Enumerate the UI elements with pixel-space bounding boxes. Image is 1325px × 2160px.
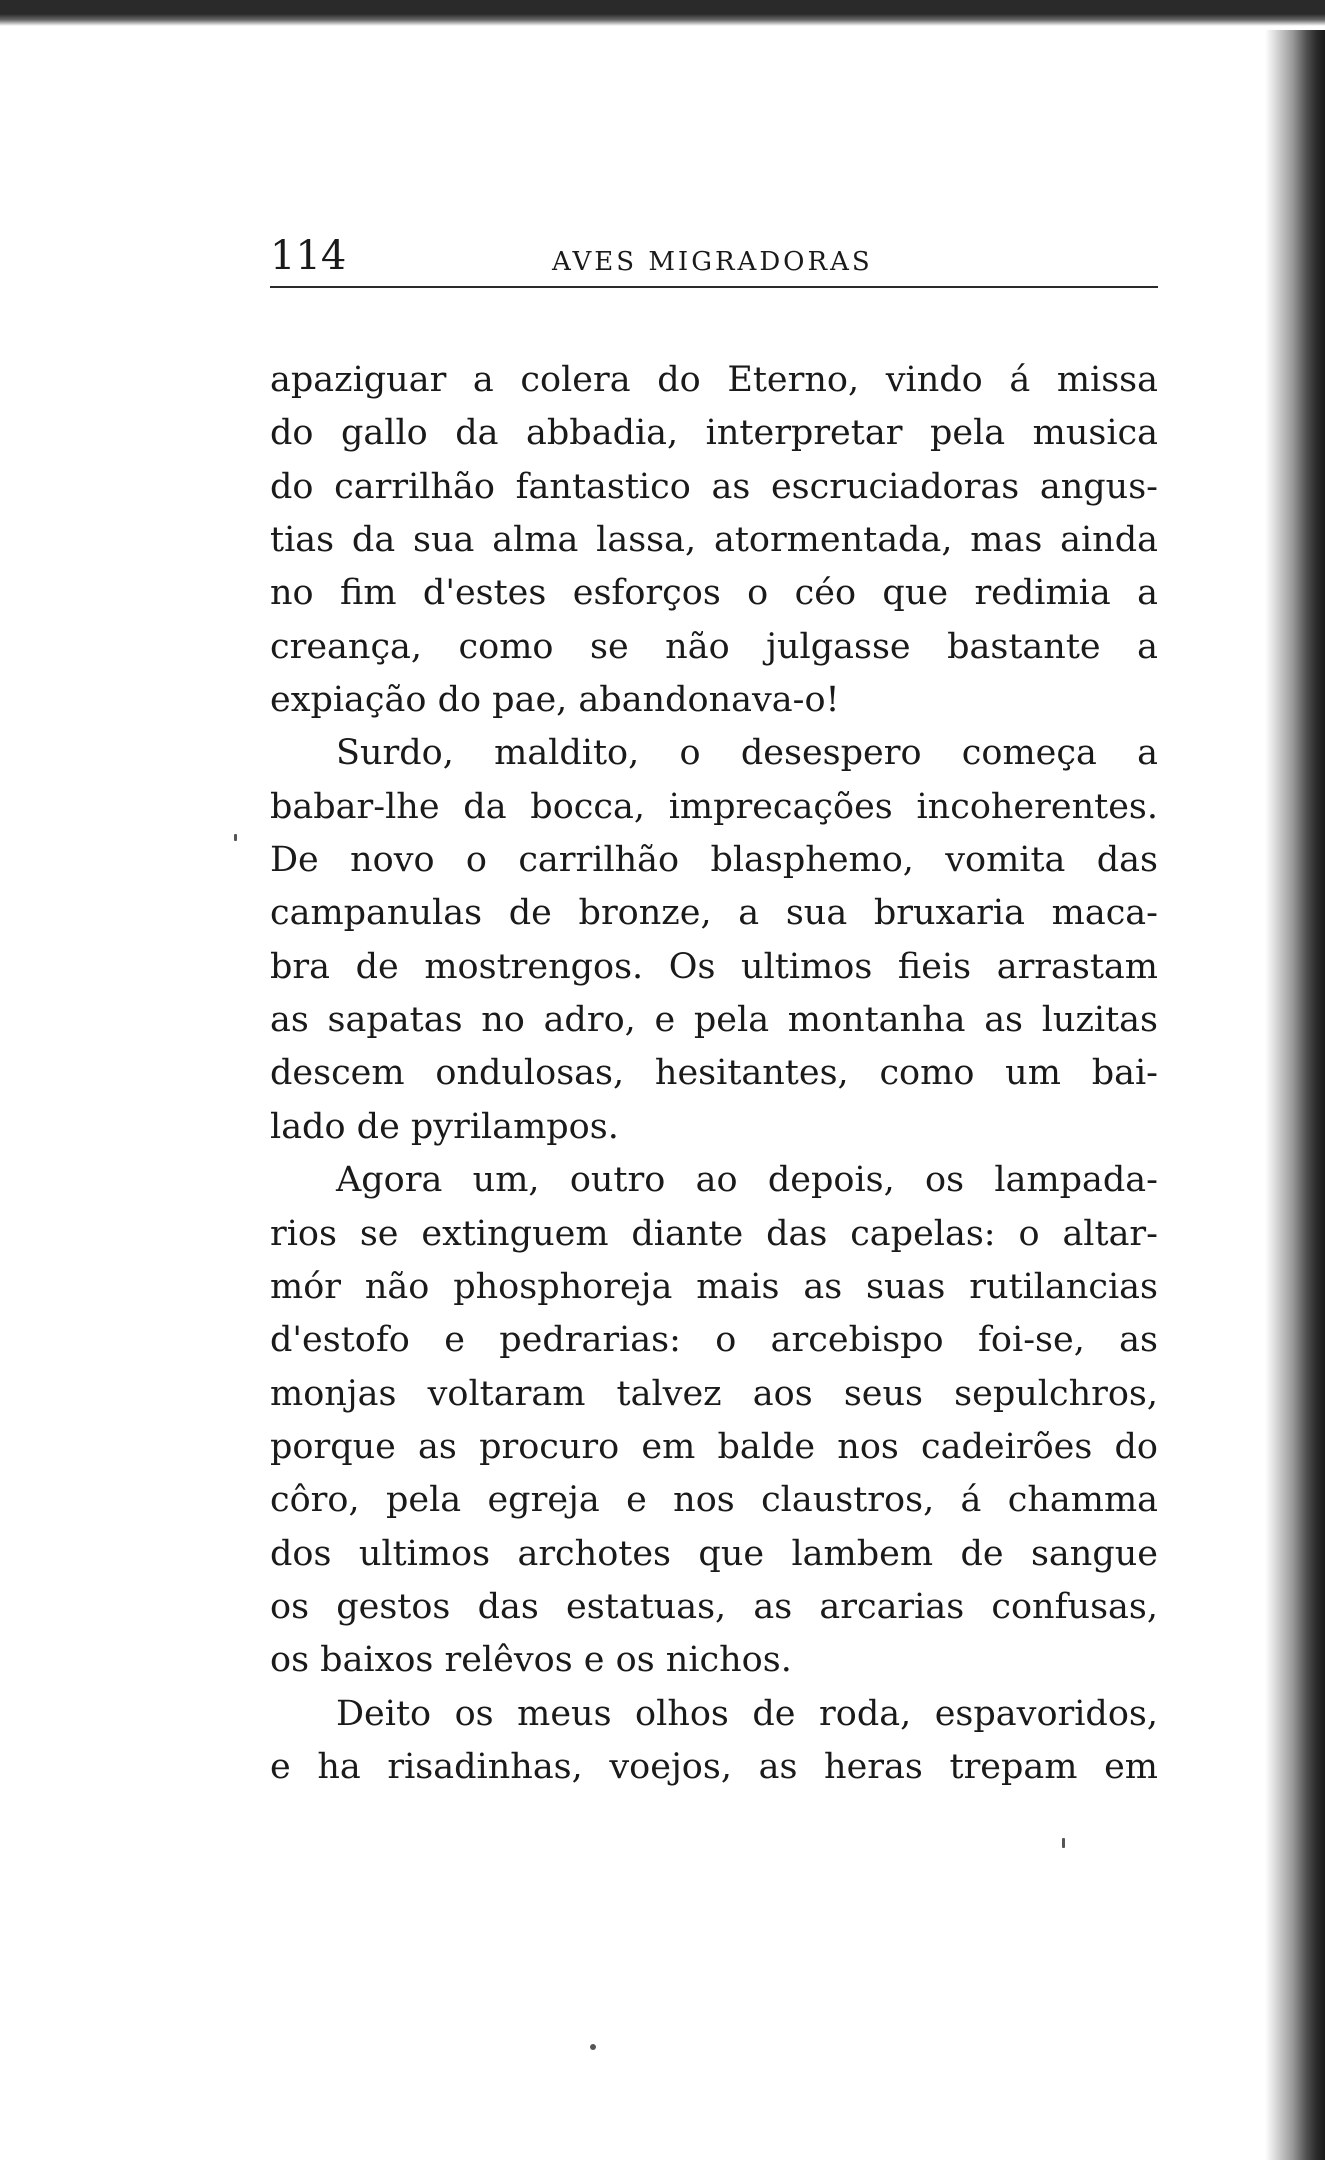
text-line: creança, como se não julgasse bastante a <box>270 626 1158 667</box>
text-line: e ha risadinhas, voejos, as heras trepam em <box>270 1746 1158 1787</box>
text-line: do gallo da abbadia, interpretar pela musica <box>270 413 1158 454</box>
text-line: babar-lhe da bocca, imprecações incoherentes. <box>270 786 1158 827</box>
text-line: rios se extinguem diante das capelas: o altar- <box>270 1213 1158 1254</box>
running-title: AVES MIGRADORAS <box>552 247 873 277</box>
ink-speck <box>1062 1838 1065 1848</box>
text-line: campanulas de bronze, a sua bruxaria maca- <box>270 893 1158 934</box>
text-line: os gestos das estatuas, as arcarias confusas, <box>270 1586 1158 1627</box>
text-line: bra de mostrengos. Os ultimos fieis arrastam <box>270 946 1158 987</box>
text-line: mór não phosphoreja mais as suas rutilancias <box>270 1266 1158 1307</box>
body-text <box>270 354 1158 1794</box>
text-line: as sapatas no adro, e pela montanha as luzitas <box>270 1000 1158 1041</box>
text-line: porque as procuro em balde nos cadeirões do <box>270 1426 1158 1467</box>
text-line: monjas voltaram talvez aos seus sepulchros, <box>270 1373 1158 1414</box>
scan-binding-shadow <box>1265 30 1325 2160</box>
text-line: descem ondulosas, hesitantes, como um bai- <box>270 1053 1158 1094</box>
text-line: dos ultimos archotes que lambem de sangue <box>270 1533 1158 1574</box>
text-line: De novo o carrilhão blasphemo, vomita das <box>270 840 1158 881</box>
ink-speck <box>234 834 237 841</box>
text-line: do carrilhão fantastico as escruciadoras angus- <box>270 466 1158 507</box>
text-line: no fim d'estes esforços o céo que redimia a <box>270 573 1158 614</box>
text-line: expiação do pae, abandonava-o! <box>270 680 840 721</box>
text-line: lado de pyrilampos. <box>270 1106 619 1147</box>
text-line: Agora um, outro ao depois, os lampada- <box>336 1160 1158 1201</box>
scan-top-edge <box>0 0 1325 26</box>
page-header <box>270 232 1158 288</box>
page-number: 114 <box>270 233 347 279</box>
text-line: d'estofo e pedrarias: o arcebispo foi-se, as <box>270 1320 1158 1361</box>
text-line: tias da sua alma lassa, atormentada, mas ainda <box>270 520 1158 561</box>
text-line: apaziguar a colera do Eterno, vindo á missa <box>270 360 1158 400</box>
text-line: côro, pela egreja e nos claustros, á chamma <box>270 1480 1158 1521</box>
text-line: Deito os meus olhos de roda, espavoridos, <box>336 1693 1158 1734</box>
text-line: os baixos relêvos e os nichos. <box>270 1640 792 1681</box>
ink-speck <box>590 2044 596 2050</box>
text-line: Surdo, maldito, o desespero começa a <box>336 733 1158 774</box>
